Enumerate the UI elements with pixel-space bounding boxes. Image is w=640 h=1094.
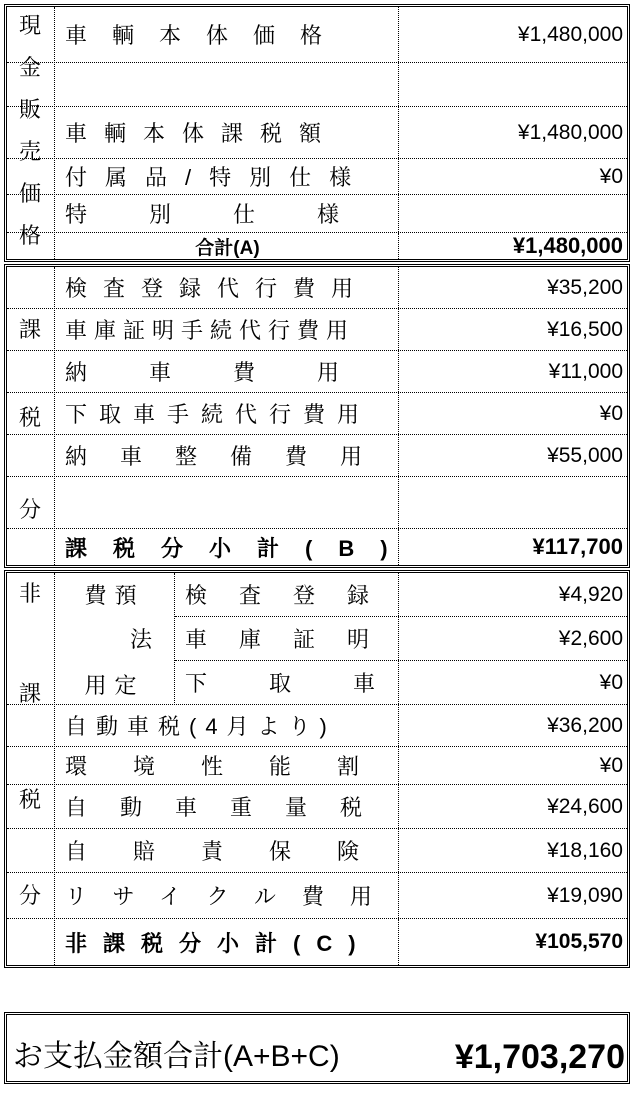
total-a-label: 合計(A) — [55, 233, 399, 259]
table-row — [7, 435, 627, 477]
table-row — [7, 477, 627, 529]
row-value: ¥18,160 — [547, 838, 623, 862]
taxable-section — [4, 264, 630, 568]
row-value — [399, 477, 627, 528]
non-taxable-section — [4, 570, 630, 968]
row-value: ¥19,090 — [547, 883, 623, 907]
row-label: 付属品/特別仕様 — [55, 159, 399, 194]
table-row — [7, 829, 627, 873]
row-value: ¥36,200 — [547, 713, 623, 737]
row-value: ¥1,480,000 — [517, 120, 623, 144]
row-value: ¥0 — [599, 164, 623, 188]
payment-total-box — [4, 1012, 630, 1084]
non-taxable-side-label: 非 課 税 分 — [7, 573, 55, 965]
row-label: 特別仕様 — [55, 195, 399, 232]
table-row — [7, 705, 627, 747]
subtotal-c-value: ¥105,570 — [535, 930, 623, 953]
row-value — [399, 63, 627, 106]
subtotal-b-value: ¥117,700 — [532, 534, 623, 559]
row-value: ¥4,920 — [558, 582, 623, 606]
row-value: ¥24,600 — [547, 794, 623, 818]
table-row — [7, 351, 627, 393]
row-label: 検査登録代行費用 — [55, 267, 399, 308]
row-label: 下取車手続代行費用 — [55, 393, 399, 434]
table-row — [7, 785, 627, 829]
row-value: ¥0 — [599, 753, 623, 777]
cash-price-section — [4, 4, 630, 262]
table-row — [7, 267, 627, 309]
row-value: ¥35,200 — [547, 275, 623, 299]
table-row — [7, 159, 627, 195]
taxable-side-label: 課 税 分 — [7, 267, 55, 565]
row-label: 車庫証明 — [175, 617, 399, 660]
subtotal-c-label: 非課税分小計(C) — [55, 919, 399, 965]
row-label: 納車整備費用 — [55, 435, 399, 476]
cash-price-side-label: 現 金 販 売 価 格 — [7, 7, 55, 259]
row-label: 車輌本体価格 — [55, 7, 399, 62]
table-row — [7, 107, 627, 159]
table-row — [7, 195, 627, 233]
row-label: 下取車 — [175, 661, 399, 704]
row-label: 車輌本体課税額 — [55, 107, 399, 158]
row-label: リサイクル費用 — [55, 873, 399, 918]
total-a-value: ¥1,480,000 — [512, 233, 623, 258]
table-row — [7, 661, 627, 705]
row-value: ¥0 — [599, 401, 623, 425]
row-label: 環境性能割 — [55, 747, 399, 784]
table-row — [7, 393, 627, 435]
row-value: ¥55,000 — [547, 443, 623, 467]
table-row — [7, 309, 627, 351]
subtotal-b-label: 課税分小計(B) — [55, 529, 399, 565]
row-value: ¥1,480,000 — [517, 22, 623, 46]
table-row — [7, 747, 627, 785]
payment-total-label: お支払金額合計(A+B+C) — [13, 1040, 340, 1073]
table-row-subtotal — [7, 529, 627, 565]
row-label: 車庫証明手続代行費用 — [55, 309, 399, 350]
row-value — [399, 195, 627, 232]
table-row — [7, 873, 627, 919]
table-row-total — [7, 233, 627, 259]
table-row — [7, 63, 627, 107]
table-row — [175, 573, 627, 617]
row-value: ¥16,500 — [547, 317, 623, 341]
row-label: 検査登録 — [175, 573, 399, 616]
payment-total-value: ¥1,703,270 — [454, 1038, 625, 1076]
row-label — [55, 63, 399, 106]
row-label: 納車費用 — [55, 351, 399, 392]
row-label: 自賠責保険 — [55, 829, 399, 872]
table-row-subtotal — [7, 919, 627, 965]
table-row — [7, 7, 627, 63]
row-value: ¥11,000 — [548, 359, 623, 383]
row-label — [55, 477, 399, 528]
row-value: ¥0 — [599, 670, 623, 694]
deposit-label-group: 費預 法 用定 — [55, 573, 175, 705]
row-value: ¥2,600 — [558, 626, 623, 650]
table-row — [175, 617, 627, 661]
row-label: 自動車重量税 — [55, 785, 399, 828]
row-label: 自動車税(4月より) — [55, 705, 399, 746]
